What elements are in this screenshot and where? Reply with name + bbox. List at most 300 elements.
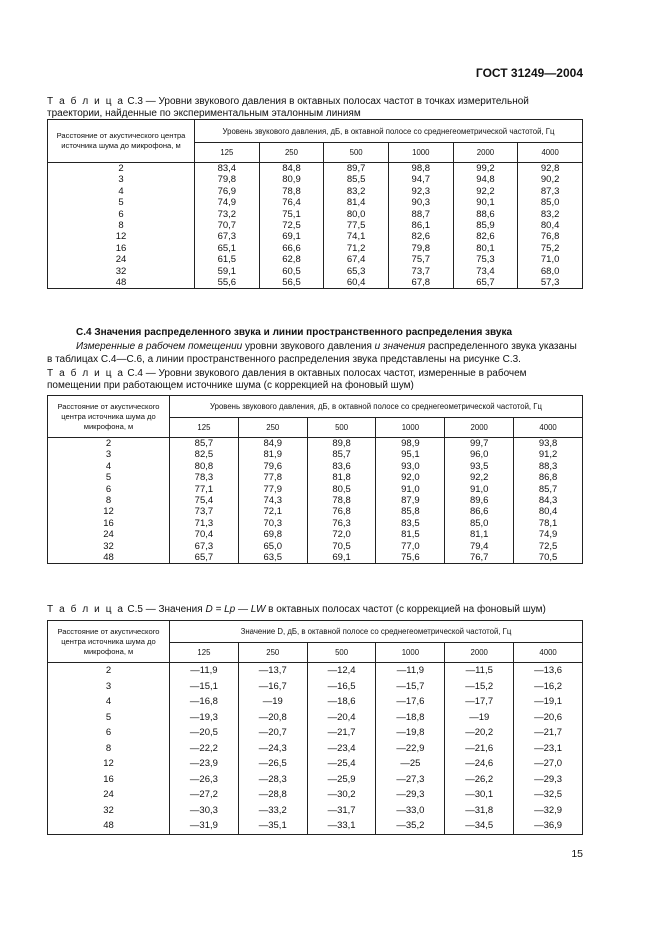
table-row — [48, 818, 583, 834]
value-cell: 75,2 — [518, 243, 583, 254]
value-cell: 93,5 — [445, 461, 514, 472]
value-cell: —27,2 — [170, 787, 239, 803]
value-cell: 96,0 — [445, 449, 514, 460]
table-row — [48, 163, 583, 175]
value-cell: 83,2 — [324, 186, 389, 197]
value-cell: 87,3 — [518, 186, 583, 197]
value-cell: 66,6 — [259, 243, 324, 254]
value-cell: 69,1 — [259, 231, 324, 242]
value-cell: 75,4 — [170, 495, 239, 506]
value-cell: —22,9 — [376, 741, 445, 757]
distance-cell: 8 — [48, 220, 195, 231]
distance-cell: 8 — [48, 495, 170, 506]
para-italic-1: Измеренные в рабочем помещении — [76, 341, 243, 352]
distance-cell: 48 — [48, 818, 170, 834]
table-row — [48, 220, 583, 231]
value-cell: —18,8 — [376, 710, 445, 726]
value-cell: 76,8 — [307, 506, 376, 517]
value-cell: 78,8 — [259, 186, 324, 197]
value-cell: 76,7 — [445, 552, 514, 564]
value-cell: 72,5 — [514, 541, 583, 552]
value-cell: 89,6 — [445, 495, 514, 506]
value-cell: 63,5 — [238, 552, 307, 564]
frequency-header: 4000 — [518, 143, 583, 163]
value-cell: —33,0 — [376, 803, 445, 819]
value-cell: —21,7 — [307, 725, 376, 741]
value-cell: —20,8 — [238, 710, 307, 726]
value-cell: 85,7 — [170, 438, 239, 450]
distance-cell: 16 — [48, 772, 170, 788]
value-cell: —32,9 — [514, 803, 583, 819]
standard-code: ГОСТ 31249—2004 — [475, 66, 583, 80]
frequency-header: 1000 — [376, 418, 445, 438]
value-cell: 72,1 — [238, 506, 307, 517]
value-cell: 76,8 — [518, 231, 583, 242]
value-cell: —15,2 — [445, 679, 514, 695]
table-row — [48, 679, 583, 695]
value-cell: 93,0 — [376, 461, 445, 472]
value-cell: 78,3 — [170, 472, 239, 483]
value-cell: 90,3 — [388, 197, 453, 208]
value-cell: 92,3 — [388, 186, 453, 197]
value-cell: 80,4 — [514, 506, 583, 517]
value-cell: —33,2 — [238, 803, 307, 819]
value-cell: 70,7 — [195, 220, 260, 231]
table-c4 — [47, 395, 583, 564]
value-cell: 75,6 — [376, 552, 445, 564]
value-cell: 68,0 — [518, 266, 583, 277]
value-cell: —33,1 — [307, 818, 376, 834]
value-cell: 55,6 — [195, 277, 260, 289]
value-cell: 81,4 — [324, 197, 389, 208]
value-cell: —16,5 — [307, 679, 376, 695]
value-cell: 95,1 — [376, 449, 445, 460]
value-cell: 69,1 — [307, 552, 376, 564]
frequency-header: 500 — [307, 418, 376, 438]
value-cell: 85,9 — [453, 220, 518, 231]
value-cell: 74,3 — [238, 495, 307, 506]
value-cell: —28,8 — [238, 787, 307, 803]
frequency-header: 250 — [238, 643, 307, 663]
value-cell: 94,7 — [388, 174, 453, 185]
value-cell: 89,7 — [324, 163, 389, 175]
table-row — [48, 231, 583, 242]
value-cell: 86,6 — [445, 506, 514, 517]
value-cell: 85,0 — [518, 197, 583, 208]
value-cell: —25 — [376, 756, 445, 772]
value-cell: 75,7 — [388, 254, 453, 265]
value-cell: 84,9 — [238, 438, 307, 450]
distance-cell: 12 — [48, 756, 170, 772]
table-caption-number: С.3 — [124, 96, 143, 107]
table-row — [48, 541, 583, 552]
value-cell: —28,3 — [238, 772, 307, 788]
distance-cell: 3 — [48, 679, 170, 695]
para-text-2: распределенного звука указаны в таблицах С.4—С.6, а линии пространственного распределения звука представлены на рисунке С.3. — [47, 341, 577, 365]
table-row — [48, 254, 583, 265]
distance-cell: 5 — [48, 472, 170, 483]
table-caption-text-1: — Значения — [142, 604, 206, 615]
value-cell: 67,3 — [195, 231, 260, 242]
distance-cell: 24 — [48, 254, 195, 265]
table-caption-text-2: в октавных полосах частот (с коррекцией на фоновый шум) — [265, 604, 546, 615]
section-c4-title: С.4 Значения распределенного звука и линии пространственного распределения звука — [76, 327, 513, 338]
value-cell: 77,5 — [324, 220, 389, 231]
section-c4-paragraph — [47, 340, 583, 366]
value-cell: —25,9 — [307, 772, 376, 788]
frequency-header: 125 — [170, 418, 239, 438]
value-cell: 70,3 — [238, 518, 307, 529]
value-cell: 82,6 — [453, 231, 518, 242]
table-row — [48, 484, 583, 495]
table-caption-number: С.5 — [124, 604, 143, 615]
value-cell: 72,0 — [307, 529, 376, 540]
table-c3-caption — [47, 96, 583, 120]
table-row — [48, 461, 583, 472]
frequency-header: 500 — [307, 643, 376, 663]
frequency-header: 2000 — [445, 643, 514, 663]
distance-cell: 5 — [48, 710, 170, 726]
row-header: Расстояние от акустического центра источника шума до микрофона, м — [48, 621, 170, 663]
value-cell: 88,7 — [388, 209, 453, 220]
value-cell: 65,7 — [170, 552, 239, 564]
value-cell: 57,3 — [518, 277, 583, 289]
group-header: Уровень звукового давления, дБ, в октавной полосе со среднегеометрической частотой, Гц — [170, 396, 583, 418]
value-cell: 83,5 — [376, 518, 445, 529]
value-cell: 86,8 — [514, 472, 583, 483]
value-cell: —35,1 — [238, 818, 307, 834]
value-cell: —19 — [445, 710, 514, 726]
value-cell: 77,8 — [238, 472, 307, 483]
value-cell: 60,5 — [259, 266, 324, 277]
table-row — [48, 197, 583, 208]
distance-cell: 8 — [48, 741, 170, 757]
value-cell: 86,1 — [388, 220, 453, 231]
value-cell: 65,7 — [453, 277, 518, 289]
value-cell: 59,1 — [195, 266, 260, 277]
table-row — [48, 552, 583, 564]
value-cell: 65,3 — [324, 266, 389, 277]
distance-cell: 32 — [48, 541, 170, 552]
value-cell: —16,2 — [514, 679, 583, 695]
value-cell: —21,6 — [445, 741, 514, 757]
frequency-header: 250 — [259, 143, 324, 163]
table-caption-text: — Уровни звукового давления в октавных полосах частот в точках измерительной траектории, найденные по экспериментальным эталонным линиям — [47, 96, 529, 119]
value-cell: —26,3 — [170, 772, 239, 788]
distance-cell: 2 — [48, 438, 170, 450]
value-cell: —24,6 — [445, 756, 514, 772]
value-cell: 70,4 — [170, 529, 239, 540]
value-cell: 90,1 — [453, 197, 518, 208]
value-cell: 62,8 — [259, 254, 324, 265]
frequency-header: 125 — [170, 643, 239, 663]
value-cell: —17,7 — [445, 694, 514, 710]
value-cell: 83,4 — [195, 163, 260, 175]
frequency-header: 2000 — [445, 418, 514, 438]
frequency-header: 2000 — [453, 143, 518, 163]
value-cell: —15,1 — [170, 679, 239, 695]
value-cell: 67,3 — [170, 541, 239, 552]
value-cell: —24,3 — [238, 741, 307, 757]
value-cell: 69,8 — [238, 529, 307, 540]
value-cell: 67,4 — [324, 254, 389, 265]
table-c5-caption — [47, 604, 583, 616]
value-cell: —30,3 — [170, 803, 239, 819]
value-cell: 88,6 — [453, 209, 518, 220]
value-cell: 77,9 — [238, 484, 307, 495]
value-cell: —29,3 — [376, 787, 445, 803]
distance-cell: 6 — [48, 484, 170, 495]
value-cell: 72,5 — [259, 220, 324, 231]
distance-cell: 48 — [48, 277, 195, 289]
value-cell: —20,7 — [238, 725, 307, 741]
distance-cell: 6 — [48, 725, 170, 741]
value-cell: —19,1 — [514, 694, 583, 710]
value-cell: —21,7 — [514, 725, 583, 741]
para-text-1: уровни звукового давления — [242, 341, 375, 352]
group-header: Уровень звукового давления, дБ, в октавной полосе со среднегеометрической частотой, Гц — [195, 120, 583, 143]
value-cell: —13,7 — [238, 663, 307, 679]
value-cell: 73,7 — [388, 266, 453, 277]
row-header: Расстояние от акустического центра источника шума до микрофона, м — [48, 396, 170, 438]
value-cell: —23,4 — [307, 741, 376, 757]
frequency-header: 4000 — [514, 418, 583, 438]
value-cell: 91,2 — [514, 449, 583, 460]
value-cell: —23,9 — [170, 756, 239, 772]
value-cell: —30,1 — [445, 787, 514, 803]
value-cell: 75,1 — [259, 209, 324, 220]
row-header: Расстояние от акустического центра источника шума до микрофона, м — [48, 120, 195, 163]
value-cell: —31,9 — [170, 818, 239, 834]
value-cell: 88,3 — [514, 461, 583, 472]
value-cell: 83,2 — [518, 209, 583, 220]
value-cell: 71,0 — [518, 254, 583, 265]
value-cell: —20,6 — [514, 710, 583, 726]
value-cell: 79,8 — [388, 243, 453, 254]
group-header: Значение D, дБ, в октавной полосе со среднегеометрической частотой, Гц — [170, 621, 583, 643]
value-cell: 98,8 — [388, 163, 453, 175]
frequency-header: 1000 — [376, 643, 445, 663]
value-cell: —15,7 — [376, 679, 445, 695]
page-number: 15 — [571, 848, 583, 860]
table-caption-formula: D = Lp — LW — [205, 604, 266, 615]
value-cell: 79,8 — [195, 174, 260, 185]
table-caption-text: — Уровни звукового давления в октавных полосах частот, измеренные в рабочем помещении при работающем источнике шума (с коррекцией на фоновый шум) — [47, 368, 527, 391]
value-cell: 92,8 — [518, 163, 583, 175]
value-cell: 82,5 — [170, 449, 239, 460]
value-cell: 75,3 — [453, 254, 518, 265]
value-cell: 78,1 — [514, 518, 583, 529]
value-cell: 80,1 — [453, 243, 518, 254]
table-row — [48, 472, 583, 483]
value-cell: 56,5 — [259, 277, 324, 289]
value-cell: 77,0 — [376, 541, 445, 552]
value-cell: —32,5 — [514, 787, 583, 803]
distance-cell: 3 — [48, 174, 195, 185]
table-row — [48, 741, 583, 757]
value-cell: 80,4 — [518, 220, 583, 231]
value-cell: 82,6 — [388, 231, 453, 242]
value-cell: —17,6 — [376, 694, 445, 710]
value-cell: 84,8 — [259, 163, 324, 175]
distance-cell: 4 — [48, 694, 170, 710]
value-cell: 94,8 — [453, 174, 518, 185]
value-cell: 73,2 — [195, 209, 260, 220]
distance-cell: 5 — [48, 197, 195, 208]
value-cell: 91,0 — [376, 484, 445, 495]
distance-cell: 4 — [48, 186, 195, 197]
value-cell: 73,7 — [170, 506, 239, 517]
value-cell: 85,5 — [324, 174, 389, 185]
value-cell: 91,0 — [445, 484, 514, 495]
value-cell: 73,4 — [453, 266, 518, 277]
value-cell: —34,5 — [445, 818, 514, 834]
value-cell: —20,4 — [307, 710, 376, 726]
value-cell: 90,2 — [518, 174, 583, 185]
distance-cell: 48 — [48, 552, 170, 564]
table-row — [48, 266, 583, 277]
value-cell: 99,2 — [453, 163, 518, 175]
value-cell: —23,1 — [514, 741, 583, 757]
value-cell: 71,3 — [170, 518, 239, 529]
table-caption-label: Т а б л и ц а — [47, 368, 125, 379]
value-cell: 76,3 — [307, 518, 376, 529]
value-cell: —19,3 — [170, 710, 239, 726]
value-cell: 80,5 — [307, 484, 376, 495]
value-cell: —20,5 — [170, 725, 239, 741]
value-cell: 76,4 — [259, 197, 324, 208]
distance-cell: 12 — [48, 506, 170, 517]
value-cell: 79,4 — [445, 541, 514, 552]
table-row — [48, 725, 583, 741]
value-cell: 85,7 — [307, 449, 376, 460]
distance-cell: 12 — [48, 231, 195, 242]
frequency-header: 125 — [195, 143, 260, 163]
value-cell: 74,9 — [514, 529, 583, 540]
value-cell: —29,3 — [514, 772, 583, 788]
value-cell: —16,7 — [238, 679, 307, 695]
table-row — [48, 694, 583, 710]
table-row — [48, 449, 583, 460]
table-row — [48, 756, 583, 772]
value-cell: 67,8 — [388, 277, 453, 289]
table-row — [48, 506, 583, 517]
value-cell: —35,2 — [376, 818, 445, 834]
para-italic-2: и значения — [374, 341, 426, 352]
table-row — [48, 710, 583, 726]
table-row — [48, 209, 583, 220]
table-caption-label: Т а б л и ц а — [47, 96, 125, 107]
table-caption-number: С.4 — [124, 368, 143, 379]
value-cell: —11,5 — [445, 663, 514, 679]
distance-cell: 16 — [48, 518, 170, 529]
value-cell: —19,8 — [376, 725, 445, 741]
value-cell: 84,3 — [514, 495, 583, 506]
value-cell: —25,4 — [307, 756, 376, 772]
value-cell: 61,5 — [195, 254, 260, 265]
value-cell: 65,0 — [238, 541, 307, 552]
value-cell: —26,5 — [238, 756, 307, 772]
value-cell: —26,2 — [445, 772, 514, 788]
value-cell: 85,7 — [514, 484, 583, 495]
table-row — [48, 787, 583, 803]
table-c5 — [47, 620, 583, 835]
value-cell: 85,8 — [376, 506, 445, 517]
value-cell: 99,7 — [445, 438, 514, 450]
table-row — [48, 243, 583, 254]
value-cell: —12,4 — [307, 663, 376, 679]
value-cell: —27,0 — [514, 756, 583, 772]
value-cell: —11,9 — [376, 663, 445, 679]
value-cell: —22,2 — [170, 741, 239, 757]
value-cell: —31,7 — [307, 803, 376, 819]
distance-cell: 32 — [48, 803, 170, 819]
table-caption-label: Т а б л и ц а — [47, 604, 125, 615]
value-cell: 98,9 — [376, 438, 445, 450]
value-cell: 79,6 — [238, 461, 307, 472]
table-row — [48, 495, 583, 506]
table-row — [48, 174, 583, 185]
value-cell: 80,9 — [259, 174, 324, 185]
value-cell: 89,8 — [307, 438, 376, 450]
distance-cell: 6 — [48, 209, 195, 220]
table-row — [48, 529, 583, 540]
table-row — [48, 803, 583, 819]
value-cell: 60,4 — [324, 277, 389, 289]
table-row — [48, 518, 583, 529]
distance-cell: 2 — [48, 163, 195, 175]
value-cell: 92,2 — [453, 186, 518, 197]
distance-cell: 2 — [48, 663, 170, 679]
value-cell: 93,8 — [514, 438, 583, 450]
value-cell: 70,5 — [307, 541, 376, 552]
table-c3 — [47, 119, 583, 289]
distance-cell: 3 — [48, 449, 170, 460]
value-cell: 81,5 — [376, 529, 445, 540]
table-row — [48, 772, 583, 788]
value-cell: 71,2 — [324, 243, 389, 254]
value-cell: 74,1 — [324, 231, 389, 242]
value-cell: 87,9 — [376, 495, 445, 506]
value-cell: 76,9 — [195, 186, 260, 197]
value-cell: 78,8 — [307, 495, 376, 506]
table-row — [48, 438, 583, 450]
value-cell: 81,1 — [445, 529, 514, 540]
table-c4-caption — [47, 368, 583, 392]
value-cell: 92,2 — [445, 472, 514, 483]
value-cell: —20,2 — [445, 725, 514, 741]
distance-cell: 16 — [48, 243, 195, 254]
value-cell: 77,1 — [170, 484, 239, 495]
value-cell: —30,2 — [307, 787, 376, 803]
value-cell: 80,8 — [170, 461, 239, 472]
value-cell: —16,8 — [170, 694, 239, 710]
value-cell: —36,9 — [514, 818, 583, 834]
distance-cell: 24 — [48, 787, 170, 803]
value-cell: —19 — [238, 694, 307, 710]
frequency-header: 250 — [238, 418, 307, 438]
table-row — [48, 277, 583, 289]
distance-cell: 24 — [48, 529, 170, 540]
value-cell: —27,3 — [376, 772, 445, 788]
table-row — [48, 186, 583, 197]
value-cell: 85,0 — [445, 518, 514, 529]
frequency-header: 500 — [324, 143, 389, 163]
value-cell: 70,5 — [514, 552, 583, 564]
value-cell: 81,8 — [307, 472, 376, 483]
value-cell: —18,6 — [307, 694, 376, 710]
table-row — [48, 663, 583, 679]
